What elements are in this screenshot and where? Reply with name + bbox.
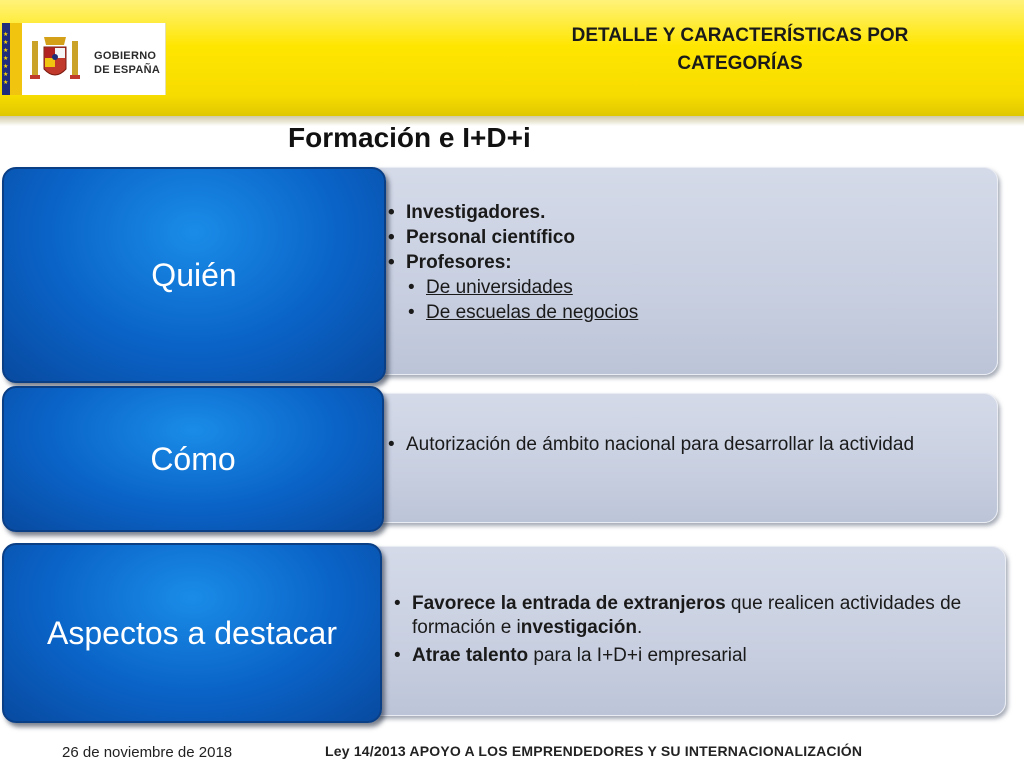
section-como-content	[300, 393, 998, 523]
section-como-label: Cómo	[150, 440, 236, 477]
section-como-list	[386, 433, 956, 457]
list-item: • Profesores:	[386, 250, 976, 275]
section-aspectos-tab	[2, 543, 382, 723]
flag-stripe: ★ ★ ★ ★ ★ ★ ★	[2, 23, 22, 95]
section-quien-tab	[2, 167, 386, 383]
list-item: • Personal científico	[386, 225, 976, 250]
list-item: • Favorece la entrada de extranjeros que realicen actividades de formación e investigación.	[392, 592, 962, 640]
page-title: Formación e I+D+i	[288, 122, 531, 153]
footer-date: 26 de noviembre de 2018	[62, 744, 233, 761]
list-item: • Autorización de ámbito nacional para desarrollar la actividad	[386, 433, 956, 457]
list-item: • De escuelas de negocios	[406, 300, 976, 325]
header-title: DETALLE Y CARACTERÍSTICAS POR CATEGORÍAS	[571, 25, 909, 74]
section-como-tab	[2, 386, 384, 532]
list-item: • Investigadores.	[386, 200, 976, 225]
gobierno-logo	[2, 23, 166, 95]
coat-of-arms-icon	[30, 31, 80, 87]
gobierno-logo-text: GOBIERNO DE ESPAÑA	[94, 50, 161, 76]
section-quien-list	[386, 200, 976, 325]
section-aspectos-label: Aspectos a destacar	[47, 614, 337, 651]
list-item: • De universidades	[406, 275, 976, 300]
section-aspectos-list	[392, 592, 962, 668]
list-item: • Atrae talento para la I+D+i empresarial	[392, 644, 962, 668]
section-quien-label: Quién	[151, 256, 237, 293]
footer-law-title: Ley 14/2013 APOYO A LOS EMPRENDEDORES Y SU INTERNACIONALIZACIÓN	[325, 743, 863, 759]
